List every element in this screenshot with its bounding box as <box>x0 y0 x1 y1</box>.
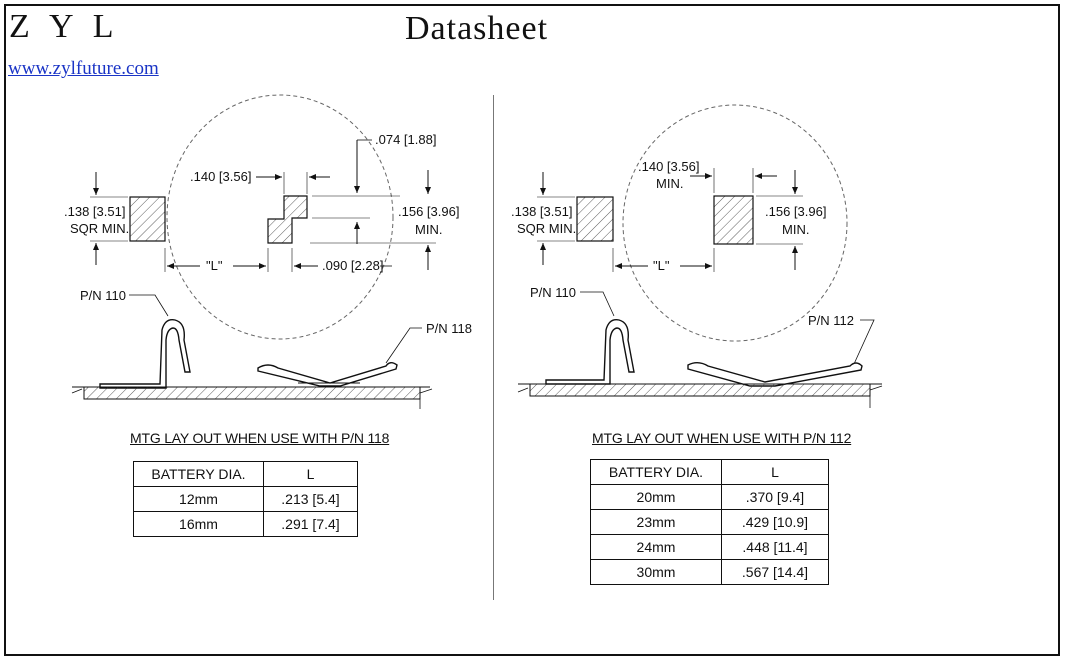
left-clip-110 <box>100 320 190 388</box>
table-cell: 20mm <box>591 485 722 510</box>
right-table-caption: MTG LAY OUT WHEN USE WITH P/N 112 <box>592 430 852 446</box>
right-dim-sqr-min: SQR MIN. <box>517 221 577 236</box>
left-dim-top-gap: .074 [1.88] <box>375 132 437 147</box>
table-header-row <box>134 462 358 487</box>
table-cell: 23mm <box>591 510 722 535</box>
table-cell: 12mm <box>134 487 264 512</box>
left-dim-height-min: MIN. <box>415 222 443 237</box>
table-row <box>591 560 829 585</box>
left-part-118-label: P/N 118 <box>426 321 473 336</box>
right-contact-112 <box>688 363 862 386</box>
left-dim-offset: .090 [2.28] <box>322 258 384 273</box>
right-part-110-label: P/N 110 <box>530 285 577 300</box>
left-detail-circle <box>167 95 393 339</box>
table-cell: 24mm <box>591 535 722 560</box>
left-dim-height: .156 [3.96] <box>398 204 460 219</box>
right-battery-table <box>590 459 829 585</box>
right-dim-side: .138 [3.51] <box>511 204 573 219</box>
table-row <box>591 535 829 560</box>
left-dim-L: "L" <box>206 258 223 273</box>
right-drawing <box>511 105 882 408</box>
table-row <box>134 512 358 537</box>
table-cell: 30mm <box>591 560 722 585</box>
right-base-board <box>530 384 870 396</box>
left-base-board <box>84 387 420 399</box>
left-battery-table <box>133 461 358 537</box>
brand-name: Z Y L <box>9 8 120 45</box>
table-cell: .213 [5.4] <box>264 487 358 512</box>
table-cell: .291 [7.4] <box>264 512 358 537</box>
left-square-pad <box>130 197 165 241</box>
right-dim-width: .140 [3.56] <box>638 159 700 174</box>
page-title: Datasheet <box>405 10 549 47</box>
right-dim-height: .156 [3.96] <box>765 204 827 219</box>
table-header-cell: BATTERY DIA. <box>591 460 722 485</box>
left-dim-sqr-min: SQR MIN. <box>70 221 130 236</box>
right-dim-width-min: MIN. <box>656 176 684 191</box>
table-header-cell: L <box>264 462 358 487</box>
right-rect-pad <box>714 196 753 244</box>
right-dim-height-min: MIN. <box>782 222 810 237</box>
table-cell: .370 [9.4] <box>722 485 829 510</box>
table-header-cell: L <box>722 460 829 485</box>
website-link[interactable]: www.zylfuture.com <box>8 58 159 79</box>
right-clip-110 <box>546 320 634 384</box>
right-square-pad <box>577 197 613 241</box>
table-row <box>134 487 358 512</box>
right-dim-L: "L" <box>653 258 670 273</box>
left-dim-width: .140 [3.56] <box>190 169 252 184</box>
table-header-row <box>591 460 829 485</box>
left-part-110-label: P/N 110 <box>80 288 127 303</box>
table-header-cell: BATTERY DIA. <box>134 462 264 487</box>
right-part-112-label: P/N 112 <box>808 313 855 328</box>
table-cell: .429 [10.9] <box>722 510 829 535</box>
left-stepped-pad <box>268 196 307 243</box>
table-cell: .448 [11.4] <box>722 535 829 560</box>
left-table-caption: MTG LAY OUT WHEN USE WITH P/N 118 <box>130 430 390 446</box>
table-row <box>591 485 829 510</box>
left-drawing <box>64 95 472 409</box>
table-cell: .567 [14.4] <box>722 560 829 585</box>
left-dim-side: .138 [3.51] <box>64 204 126 219</box>
table-cell: 16mm <box>134 512 264 537</box>
table-row <box>591 510 829 535</box>
